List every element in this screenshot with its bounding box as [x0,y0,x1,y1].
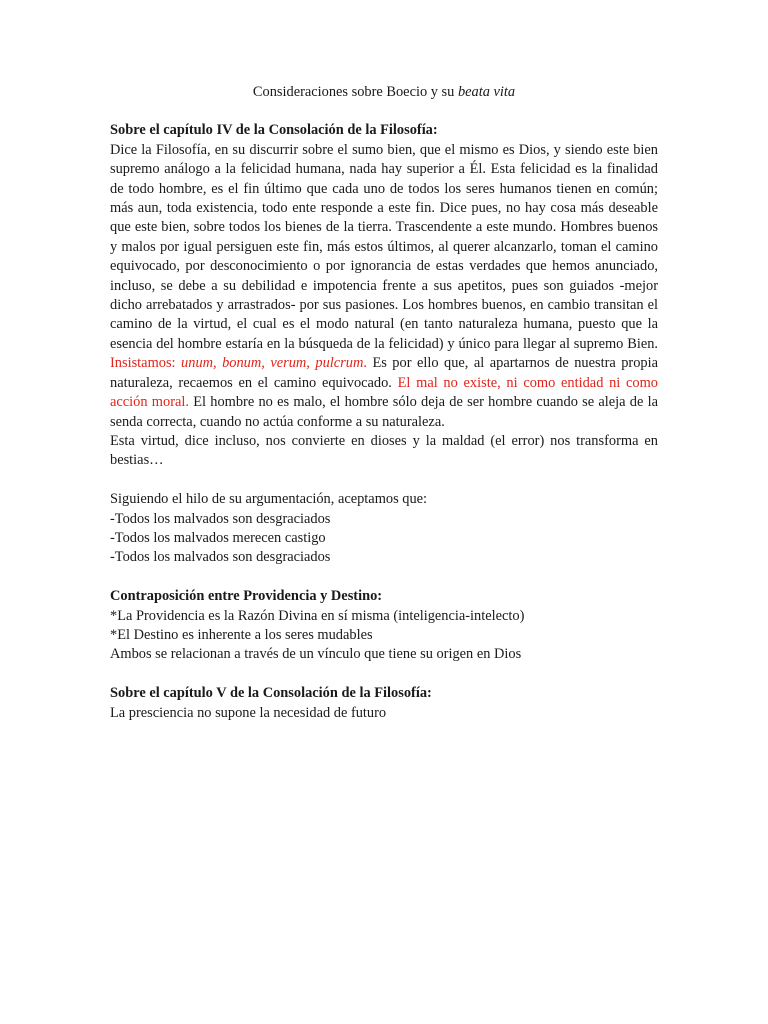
highlight-red-italic: unum, bonum, verum, pulcrum [181,355,364,372]
spacer [110,471,658,490]
section-2-line: *La Providencia es la Razón Divina en sí misma (inteligencia-intelecto) [110,607,525,624]
section-1-heading: Sobre el capítulo IV de la Consolación de la Filosofía: [110,122,438,139]
highlight-red: Insistamos: [110,355,182,372]
spacer [110,665,658,684]
list-item: -Todos los malvados son desgraciados [110,510,331,527]
section-1-paragraph-2: Esta virtud, dice incluso, nos convierte en dioses y la maldad (el error) nos transforma en bestias… [110,432,658,469]
title-text: Consideraciones sobre Boecio y su [252,84,458,100]
spacer [110,568,658,587]
paragraph-text: El hombre no es malo, el hombre sólo deja de ser hombre cuando se aleja de la senda correcta, cuando no actúa conforme a su naturaleza. [110,394,659,430]
document-title [110,83,658,102]
section-3-heading: Sobre el capítulo V de la Consolación de la Filosofía: [110,685,432,702]
highlight-red-statement: El mal no existe, ni como entidad ni como acción moral. [110,374,658,411]
paragraph-text: Dice la Filosofía, en su discurrir sobre el sumo bien, que el mismo es Dios, y siendo este bien supremo análogo a la felicidad humana, nada hay superior a Él. Esta felicidad es la finalidad de todo hombre, es el fin último que cada uno de todos los seres humanos tienen en común; más aun, toda existencia, todo ente responde a este fin. Dice pues, no hay cosa más deseable que este bien, sobre todos los bienes de la tierra. Trascendente a este mundo. Hombres buenos y malos por igual persiguen este fin, más estos últimos, al querer alcanzarlo, toman el camino equivocado, por desconocimiento o por ignorancia de estas verdades que hemos anunciado, incluso, se debe a su debilidad e impotencia frente a sus apetitos, pues son guiados -mejor dicho arrebatados y arrastrados- por sus pasiones. Los hombres buenos, en cambio transitan el camino de la virtud, el cual es el modo natural (en tanto naturaleza humana, puesto que la esencia del hombre estaría en la búsqueda de la felicidad) y único para llegar al supremo Bien. [110,141,658,352]
document-body [110,83,658,723]
section-2-line: Ambos se relacionan a través de un vínculo que tiene su origen en Dios [110,646,522,663]
highlight-red-period: . [363,355,367,372]
title-italic: beata vita [457,84,516,100]
paragraph-text: Es por ello que, al apartarnos de nuestra propia naturaleza, recaemos en el camino equivocado. [110,355,659,391]
section-3-line: La presciencia no supone la necesidad de futuro [110,704,387,721]
list-item: -Todos los malvados son desgraciados [110,549,331,566]
section-2-heading: Contraposición entre Providencia y Destino: [110,588,383,605]
list-intro: Siguiendo el hilo de su argumentación, aceptamos que: [110,491,428,508]
section-1-paragraph-1 [110,141,658,432]
list-item: -Todos los malvados merecen castigo [110,529,326,546]
section-2-line: *El Destino es inherente a los seres mudables [110,626,373,643]
